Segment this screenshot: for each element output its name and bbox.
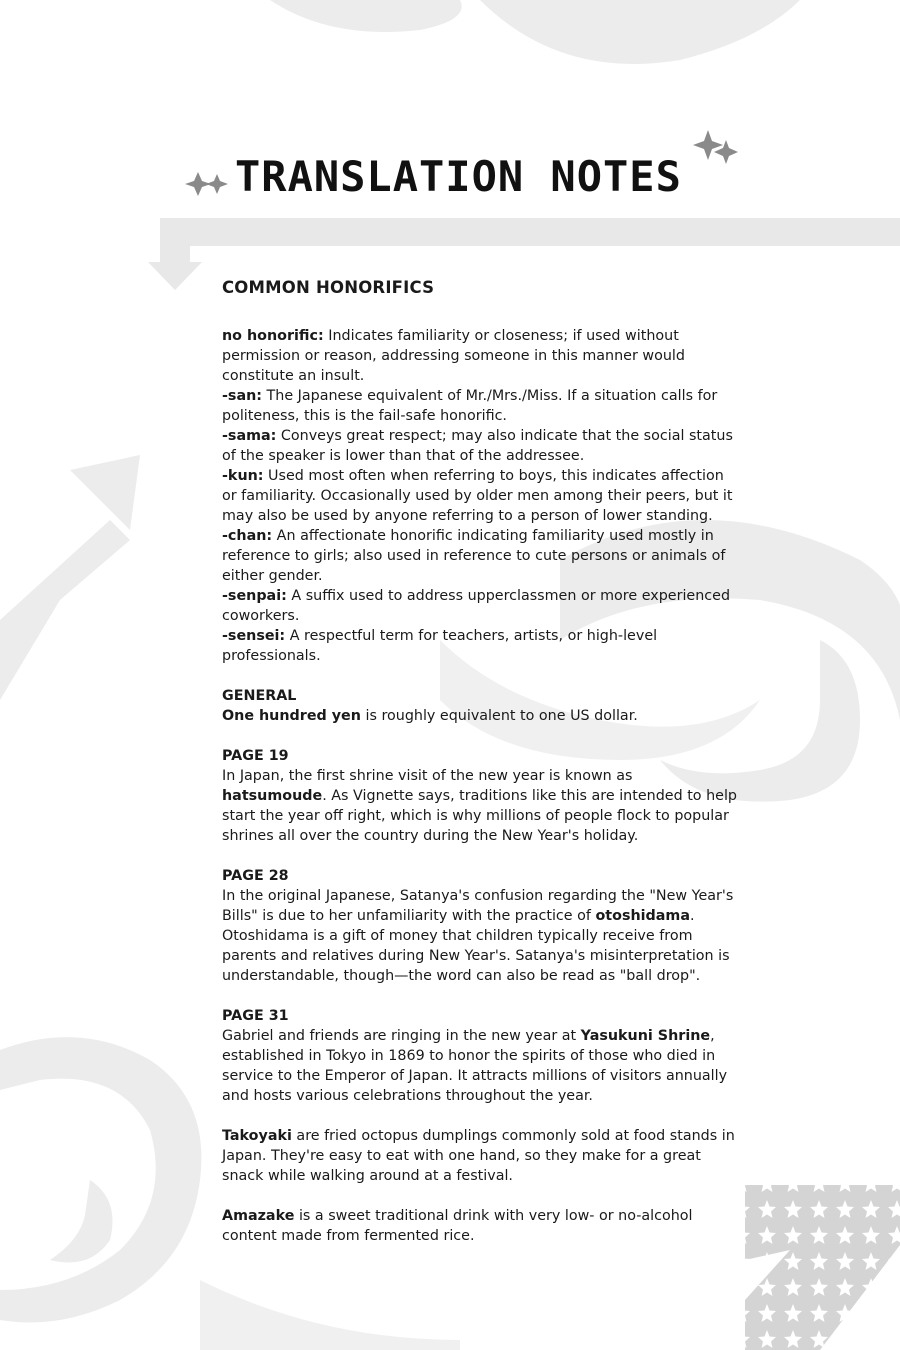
honorific-term: no honorific: (222, 328, 324, 344)
bold-term: Yasukuni Shrine (580, 1028, 711, 1044)
honorific-definition: A suffix used to address upperclassmen or more experienced coworkers. (222, 588, 731, 624)
page-title: TRANSLATION NOTES (235, 152, 682, 201)
honorific-entry (222, 426, 737, 466)
top-swirl-shape-2 (480, 0, 800, 64)
page-header (0, 140, 900, 220)
honorific-entry (222, 386, 737, 426)
takoyaki-note (222, 1126, 737, 1186)
section-heading: PAGE 31 (222, 1008, 289, 1024)
bold-term: hatsumoude (222, 788, 323, 804)
star-pattern-arrow (745, 1185, 900, 1350)
section-heading: GENERAL (222, 688, 297, 704)
bold-term: Takoyaki (222, 1128, 292, 1144)
text-span: . Otoshidama is a gift of money that children typically receive from parents and relatives during New Year's. Satanya's misinterpretation is understandable, though—the word can also be read as "ball drop". (222, 908, 730, 984)
text-span: is a sweet traditional drink with very low- or no-alcohol content made from fermented rice. (222, 1208, 693, 1244)
section-text (222, 1026, 737, 1106)
honorific-definition: Conveys great respect; may also indicate that the social status of the speaker is lower than that of the addressee. (222, 428, 733, 464)
section-heading: PAGE 28 (222, 868, 289, 884)
honorific-term: -senpai: (222, 588, 287, 604)
amazake-note (222, 1206, 737, 1246)
header-band (160, 218, 900, 246)
honorific-term: -kun: (222, 468, 264, 484)
bold-term: otoshidama (595, 908, 690, 924)
text-span: In the original Japanese, Satanya's confusion regarding the "New Year's Bills" is due to her unfamiliarity with the practice of (222, 888, 734, 924)
text-span: are fried octopus dumplings commonly sold at food stands in Japan. They're easy to eat with one hand, so they make for a great snack while walking around at a festival. (222, 1128, 735, 1184)
honorific-definition: An affectionate honorific indicating familiarity used mostly in reference to girls; also used in reference to cute persons or animals of either gender. (222, 528, 726, 584)
text-span: In Japan, the first shrine visit of the new year is known as (222, 768, 633, 784)
notes-content (222, 278, 737, 1266)
page31-section (222, 1006, 737, 1106)
honorific-entry (222, 626, 737, 666)
section-text (222, 766, 737, 846)
section-text (222, 1126, 737, 1186)
section-heading: PAGE 19 (222, 748, 289, 764)
page28-section (222, 866, 737, 986)
general-section (222, 686, 737, 726)
section-text (222, 1206, 737, 1246)
down-arrow-shape (148, 262, 202, 290)
honorific-term: -chan: (222, 528, 273, 544)
honorific-definition: The Japanese equivalent of Mr./Mrs./Miss. If a situation calls for politeness, this is the fail-safe honorific. (222, 388, 718, 424)
page19-section (222, 746, 737, 846)
honorific-definition: Used most often when referring to boys, this indicates affection or familiarity. Occasionally used by older men among their peers, but it may also be used by anyone referring to a person of lower standing. (222, 468, 733, 524)
honorific-term: -san: (222, 388, 262, 404)
lower-swirl-shape (0, 1037, 201, 1322)
honorifics-title: COMMON HONORIFICS (222, 278, 435, 297)
honorific-term: -sensei: (222, 628, 286, 644)
text-span: . As Vignette says, traditions like this are intended to help start the year off right, which is why millions of people flock to popular shrines all over the country during the New Year's holiday. (222, 788, 737, 844)
section-text (222, 886, 737, 986)
honorific-entry (222, 586, 737, 626)
honorific-entry (222, 326, 737, 386)
bold-term: One hundred yen (222, 708, 361, 724)
top-swirl-shape (270, 0, 462, 32)
honorifics-list (222, 326, 737, 666)
honorific-definition: Indicates familiarity or closeness; if used without permission or reason, addressing someone in this manner would constitute an insult. (222, 328, 685, 384)
text-span: Gabriel and friends are ringing in the new year at (222, 1028, 581, 1044)
bold-term: Amazake (222, 1208, 295, 1224)
honorific-entry (222, 466, 737, 526)
left-arrow-shape (0, 520, 130, 700)
honorific-definition: A respectful term for teachers, artists, or high-level professionals. (222, 628, 658, 664)
text-span: is roughly equivalent to one US dollar. (360, 708, 638, 724)
honorific-term: -sama: (222, 428, 277, 444)
text-span: , established in Tokyo in 1869 to honor the spirits of those who died in service to the Emperor of Japan. It attracts millions of visitors annually and hosts various celebrations throughout the year. (222, 1028, 728, 1104)
honorific-entry (222, 526, 737, 586)
section-text (222, 706, 737, 726)
